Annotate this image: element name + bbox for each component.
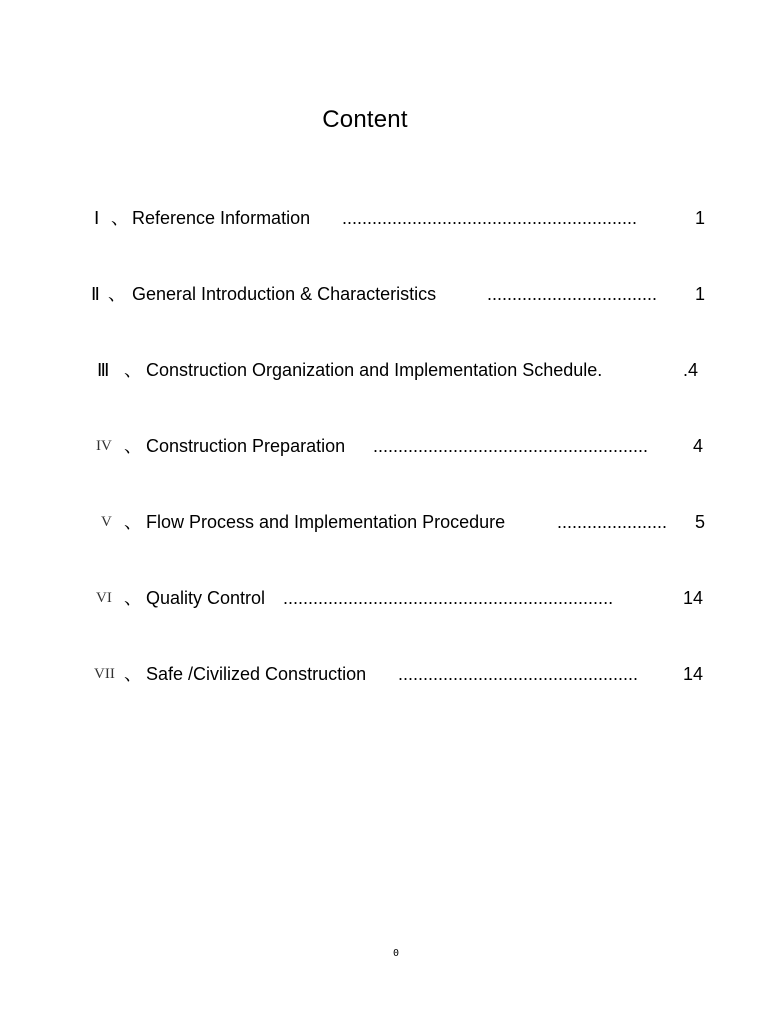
toc-numeral: Ⅱ — [91, 284, 100, 304]
toc-title: General Introduction & Characteristics — [132, 284, 442, 304]
toc-entry-reference-information[interactable] — [0, 203, 768, 233]
toc-numeral: Ⅰ — [94, 208, 100, 228]
toc-separator: 、 — [124, 664, 142, 684]
toc-leader: ................................................ — [398, 664, 639, 684]
toc-page-number: .4 — [683, 360, 699, 380]
toc-separator: 、 — [111, 208, 129, 228]
page-number-footer: 0 — [392, 948, 400, 959]
toc-leader: .................................................................. — [283, 588, 614, 608]
toc-page-number: 14 — [683, 588, 704, 608]
toc-page-number: 4 — [693, 436, 704, 456]
toc-numeral: V — [101, 514, 112, 530]
toc-entry-quality-control[interactable] — [0, 583, 768, 613]
toc-separator: 、 — [124, 588, 142, 608]
toc-entry-construction-organization[interactable] — [0, 355, 768, 385]
toc-entry-general-introduction[interactable] — [0, 279, 768, 309]
toc-title: Safe /Civilized Construction — [146, 664, 367, 684]
toc-page-number: 1 — [695, 208, 706, 228]
toc-numeral: VII — [94, 666, 115, 682]
toc-page-number: 1 — [695, 284, 706, 304]
toc-separator: 、 — [124, 436, 142, 456]
toc-page-number: 14 — [683, 664, 704, 684]
toc-separator: 、 — [124, 360, 142, 380]
toc-page-number: 5 — [695, 512, 706, 532]
toc-numeral: IV — [96, 438, 112, 454]
toc-separator: 、 — [108, 284, 126, 304]
toc-title: Construction Preparation — [146, 436, 346, 456]
toc-entry-construction-preparation[interactable] — [0, 431, 768, 461]
toc-numeral: Ⅲ — [97, 360, 110, 380]
toc-leader: .................................. — [487, 284, 658, 304]
toc-title: Construction Organization and Implementation Schedule. — [146, 360, 603, 380]
toc-entry-safe-civilized-construction[interactable] — [0, 659, 768, 689]
toc-title: Quality Control — [146, 588, 266, 608]
toc-title: Flow Process and Implementation Procedure — [146, 512, 506, 532]
toc-leader: ...................... — [557, 512, 668, 532]
toc-entry-flow-process[interactable] — [0, 507, 768, 537]
toc-title: Reference Information — [132, 208, 316, 228]
toc-leader: ........................................................... — [342, 208, 638, 228]
toc-numeral: VI — [96, 590, 112, 606]
toc-separator: 、 — [124, 512, 142, 532]
toc-leader: ....................................................... — [373, 436, 649, 456]
page-title: Content — [322, 106, 408, 133]
